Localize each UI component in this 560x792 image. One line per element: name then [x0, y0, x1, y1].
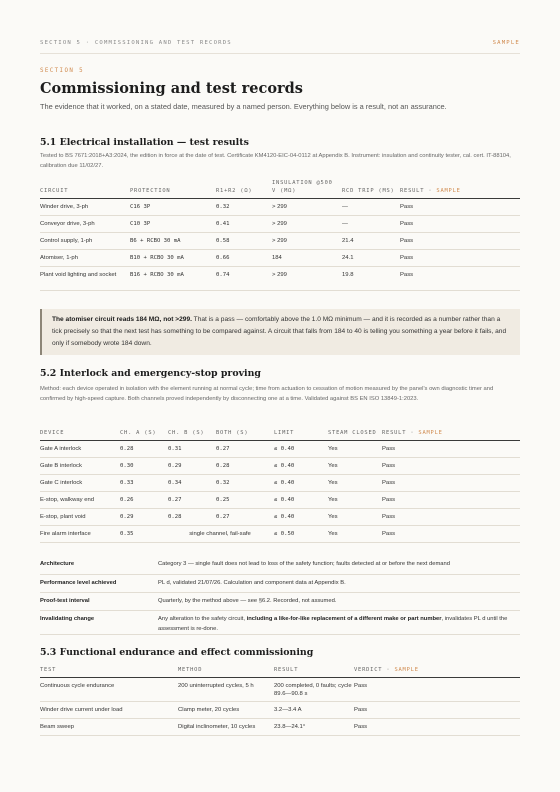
heading-5-1: 5.1 Electrical installation — test results: [40, 137, 249, 148]
kv-key: Performance level achieved: [40, 580, 117, 586]
cell-result: 23.8—24.1°: [274, 718, 354, 735]
cell-device: E-stop, walkway end: [40, 491, 120, 508]
table-row: [40, 232, 520, 249]
cell-ch-b: 0.28: [168, 508, 216, 525]
cell-protection: C16 3P: [130, 198, 216, 215]
cell-both: 0.32: [216, 474, 274, 491]
cell-test: Continuous cycle endurance: [40, 677, 178, 701]
cell-protection: B10 + RCBO 30 mA: [130, 249, 216, 266]
table-row: [40, 457, 520, 474]
cell-ch-a: 0.28: [120, 440, 168, 457]
sample-watermark-label: SAMPLE: [492, 40, 520, 46]
cell-steam: Yes: [328, 457, 382, 474]
cell-both: 0.27: [216, 508, 274, 525]
col-verdict-sample: SAMPLE: [394, 666, 419, 673]
cell-insulation: 184: [272, 249, 342, 266]
table-row: [40, 215, 520, 232]
note-5-2: Method: each device operated in isolation with the element running at normal cycle; time from actuation to cessation of motion measured by the panel's own diagnostic timer and confirmed by high-speed capture. Both channels proved independently by disconnecting one at a time. Validated against BS EN ISO 13849-1:2023.: [40, 386, 494, 402]
cell-device: E-stop, plant void: [40, 508, 120, 525]
note-5-1: Tested to BS 7671:2018+A3:2024, the edition in force at the date of test. Certificate KM4120-EIC-04-0112 at Appendix B. Instrument: insulation and continuity tester, cal. cert. IT-88104, calibration due 11/02/27.: [40, 153, 511, 169]
cell-r1r2: 0.74: [216, 266, 272, 290]
table-row: [40, 198, 520, 215]
cell-r1r2: 0.41: [216, 215, 272, 232]
cell-result: Pass: [400, 249, 520, 266]
cell-limit: ≤ 0.40: [274, 474, 328, 491]
cell-steam: Yes: [328, 440, 382, 457]
cell-method: Digital inclinometer, 10 cycles: [178, 718, 274, 735]
col-rcd-trip: RCD TRIP (MS): [342, 178, 400, 198]
cell-insulation: > 299: [272, 215, 342, 232]
table-row: [40, 266, 520, 290]
col-result-5-2: RESULT · SAMPLE: [382, 420, 520, 440]
cell-steam: Yes: [328, 491, 382, 508]
cell-rcd-trip: 21.4: [342, 232, 400, 249]
lede-paragraph: The evidence that it worked, on a stated date, measured by a named person. Everything below is a result, not an assurance.: [40, 102, 447, 111]
cell-r1r2: 0.32: [216, 198, 272, 215]
cell-r1r2: 0.58: [216, 232, 272, 249]
cell-protection: B6 + RCBO 30 mA: [130, 232, 216, 249]
cell-ch-a: 0.29: [120, 508, 168, 525]
col-limit: LIMIT: [274, 420, 328, 440]
cell-steam: Yes: [328, 525, 382, 542]
table-row: [40, 491, 520, 508]
cell-steam: Yes: [328, 508, 382, 525]
cell-protection: B16 + RCBO 30 mA: [130, 266, 216, 290]
col-device: DEVICE: [40, 420, 120, 440]
col-insulation: INSULATION @500 V (MΩ): [272, 178, 342, 198]
cell-device: Gate B interlock: [40, 457, 120, 474]
cell-ch-a: 0.26: [120, 491, 168, 508]
atomiser-callout: [40, 309, 520, 355]
cell-rcd-trip: —: [342, 198, 400, 215]
col-circuit: CIRCUIT: [40, 178, 130, 198]
cell-circuit: Control supply, 1-ph: [40, 232, 130, 249]
col-r1r2: R1+R2 (Ω): [216, 178, 272, 198]
cell-ch-b: 0.31: [168, 440, 216, 457]
cell-rcd-trip: 24.1: [342, 249, 400, 266]
cell-method: Clamp meter, 20 cycles: [178, 701, 274, 718]
cell-ch-b: 0.34: [168, 474, 216, 491]
kv-row-architecture: [40, 559, 520, 575]
table-row: [40, 249, 520, 266]
cell-both: 0.27: [216, 440, 274, 457]
cell-limit: ≤ 0.40: [274, 508, 328, 525]
col-verdict-label: VERDICT: [354, 666, 383, 673]
cell-limit: ≤ 0.40: [274, 491, 328, 508]
cell-single-channel-note: single channel, fail-safe: [168, 525, 274, 542]
cell-ch-b: 0.27: [168, 491, 216, 508]
cell-both: 0.28: [216, 457, 274, 474]
col-result-sample: SAMPLE: [436, 187, 461, 194]
running-header-section: SECTION 5 · COMMISSIONING AND TEST RECORDS: [40, 40, 232, 46]
table-row: [40, 440, 520, 457]
callout-text: That is a pass — comfortably above the 1.0 MΩ minimum — and it is recorded as a number rather than a tick precisely so that the next test has something to be compared against. A circuit that falls from 184 to 40 is telling you something a year before it fails, and only if somebody wrote 184 down.: [52, 316, 507, 347]
kv-key: Invalidating change: [40, 616, 95, 622]
cell-result: Pass: [400, 266, 520, 290]
cell-test: Beam sweep: [40, 718, 178, 735]
electrical-test-table: [40, 178, 520, 291]
cell-steam: Yes: [328, 474, 382, 491]
col-method: METHOD: [178, 664, 274, 677]
cell-result: Pass: [382, 474, 520, 491]
col-ch-a: CH. A (S): [120, 420, 168, 440]
cell-circuit: Conveyor drive, 3-ph: [40, 215, 130, 232]
table-row: [40, 701, 520, 718]
cell-ch-a: 0.35: [120, 525, 168, 542]
table-row: [40, 474, 520, 491]
cell-ch-a: 0.33: [120, 474, 168, 491]
kv-value-bold: including a like-for-like replacement of a different make or part number: [246, 616, 442, 622]
kv-key: Architecture: [40, 561, 75, 567]
col-result-5-2-sample: SAMPLE: [418, 429, 443, 436]
cell-circuit: Atomiser, 1-ph: [40, 249, 130, 266]
kv-value-post: , invalidates PL d until the assessment is re-done.: [158, 616, 508, 632]
cell-verdict: Pass: [354, 718, 520, 735]
endurance-table: [40, 664, 520, 736]
cell-insulation: > 299: [272, 266, 342, 290]
cell-limit: ≤ 0.40: [274, 457, 328, 474]
kv-row-proof-test: [40, 593, 520, 611]
table-row-fire-alarm: [40, 525, 520, 542]
cell-limit: ≤ 0.40: [274, 440, 328, 457]
page-title: Commissioning and test records: [40, 80, 303, 97]
kv-value: PL d, validated 21/07/26. Calculation and component data at Appendix B.: [158, 580, 346, 586]
cell-result: Pass: [382, 508, 520, 525]
cell-result: 3.2—3.4 A: [274, 701, 354, 718]
cell-r1r2: 0.66: [216, 249, 272, 266]
cell-result: Pass: [382, 457, 520, 474]
table-row: [40, 677, 520, 701]
cell-insulation: > 299: [272, 232, 342, 249]
cell-verdict: Pass: [354, 677, 520, 701]
cell-result: 200 completed, 0 faults; cycle 89.6—90.8 s: [274, 677, 354, 701]
interlock-table: [40, 420, 520, 543]
cell-result: Pass: [382, 491, 520, 508]
cell-verdict: Pass: [354, 701, 520, 718]
cell-result: Pass: [400, 198, 520, 215]
cell-result: Pass: [382, 525, 520, 542]
cell-insulation: > 299: [272, 198, 342, 215]
cell-ch-b: 0.29: [168, 457, 216, 474]
cell-ch-a: 0.30: [120, 457, 168, 474]
table-row: [40, 718, 520, 735]
cell-rcd-trip: 19.8: [342, 266, 400, 290]
col-verdict: VERDICT · SAMPLE: [354, 664, 520, 677]
col-steam-closed: STEAM CLOSED: [328, 420, 382, 440]
cell-both: 0.25: [216, 491, 274, 508]
table-row: [40, 508, 520, 525]
col-protection: PROTECTION: [130, 178, 216, 198]
kv-value: Quarterly, by the method above — see §6.2. Recorded, not assumed.: [158, 598, 337, 604]
cell-result: Pass: [400, 215, 520, 232]
cell-circuit: Plant void lighting and socket: [40, 266, 130, 290]
col-result: RESULT · SAMPLE: [400, 178, 520, 198]
callout-bold: The atomiser circuit reads 184 MΩ, not >299.: [52, 316, 192, 323]
cell-device: Gate C interlock: [40, 474, 120, 491]
kv-value: Category 3 — single fault does not lead to loss of the safety function; faults detected at or before the next demand: [158, 561, 450, 567]
kv-value-pre: Any alteration to the safety circuit,: [158, 616, 247, 622]
col-test: TEST: [40, 664, 178, 677]
cell-test: Winder drive current under load: [40, 701, 178, 718]
cell-circuit: Winder drive, 3-ph: [40, 198, 130, 215]
cell-device: Gate A interlock: [40, 440, 120, 457]
col-result-5-2-label: RESULT: [382, 429, 407, 436]
section-kicker: SECTION 5: [40, 68, 85, 74]
cell-method: 200 uninterrupted cycles, 5 h: [178, 677, 274, 701]
col-both: BOTH (S): [216, 420, 274, 440]
cell-result: Pass: [400, 232, 520, 249]
heading-5-3: 5.3 Functional endurance and effect commissioning: [40, 647, 314, 658]
cell-rcd-trip: —: [342, 215, 400, 232]
kv-row-invalidating-change: [40, 611, 520, 635]
cell-limit: ≤ 0.50: [274, 525, 328, 542]
safety-summary: [40, 559, 520, 635]
col-result-label: RESULT: [400, 187, 425, 194]
col-ch-b: CH. B (S): [168, 420, 216, 440]
kv-value: [158, 614, 520, 634]
cell-device: Fire alarm interface: [40, 525, 120, 542]
heading-5-2: 5.2 Interlock and emergency-stop proving: [40, 368, 261, 379]
cell-result: Pass: [382, 440, 520, 457]
running-header: [40, 40, 520, 54]
col-result-5-3: RESULT: [274, 664, 354, 677]
cell-protection: C10 3P: [130, 215, 216, 232]
kv-key: Proof-test interval: [40, 598, 90, 604]
kv-row-performance-level: [40, 575, 520, 593]
